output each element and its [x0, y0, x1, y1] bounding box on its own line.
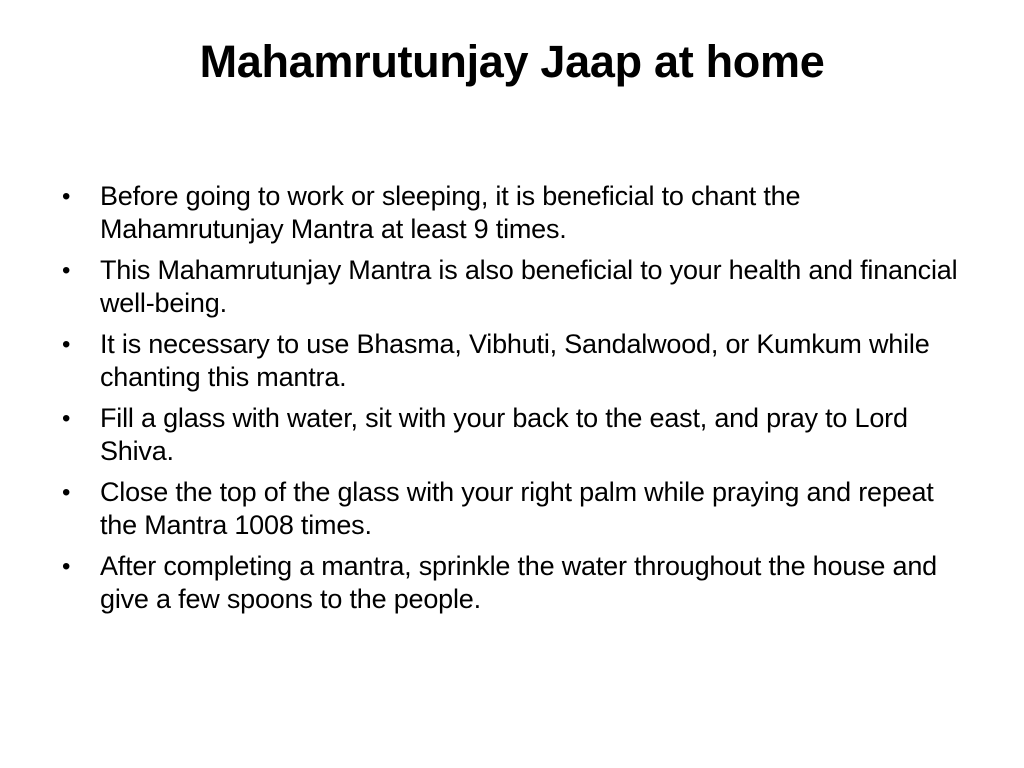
bullet-item [60, 254, 960, 320]
bullet-point-icon: • [62, 331, 71, 358]
bullet-text: This Mahamrutunjay Mantra is also beneficial to your health and financial well-being. [100, 255, 958, 318]
bullet-list [60, 180, 960, 624]
bullet-point-icon: • [62, 405, 71, 432]
bullet-text: Fill a glass with water, sit with your back to the east, and pray to Lord Shiva. [100, 403, 908, 466]
slide-title: Mahamrutunjay Jaap at home [199, 36, 825, 87]
bullet-text: It is necessary to use Bhasma, Vibhuti, Sandalwood, or Kumkum while chanting this mantra. [100, 329, 930, 392]
bullet-point-icon: • [62, 553, 71, 580]
bullet-text: After completing a mantra, sprinkle the water throughout the house and give a few spoons to the people. [100, 551, 938, 614]
bullet-point-icon: • [62, 479, 71, 506]
bullet-text: Before going to work or sleeping, it is beneficial to chant the Mahamrutunjay Mantra at least 9 times. [100, 181, 801, 244]
bullet-item [60, 550, 960, 616]
bullet-item [60, 402, 960, 468]
bullet-text: Close the top of the glass with your right palm while praying and repeat the Mantra 1008 times. [100, 477, 934, 540]
bullet-item [60, 180, 960, 246]
bullet-point-icon: • [62, 257, 71, 284]
bullet-item [60, 328, 960, 394]
bullet-item [60, 476, 960, 542]
bullet-point-icon: • [62, 183, 71, 210]
